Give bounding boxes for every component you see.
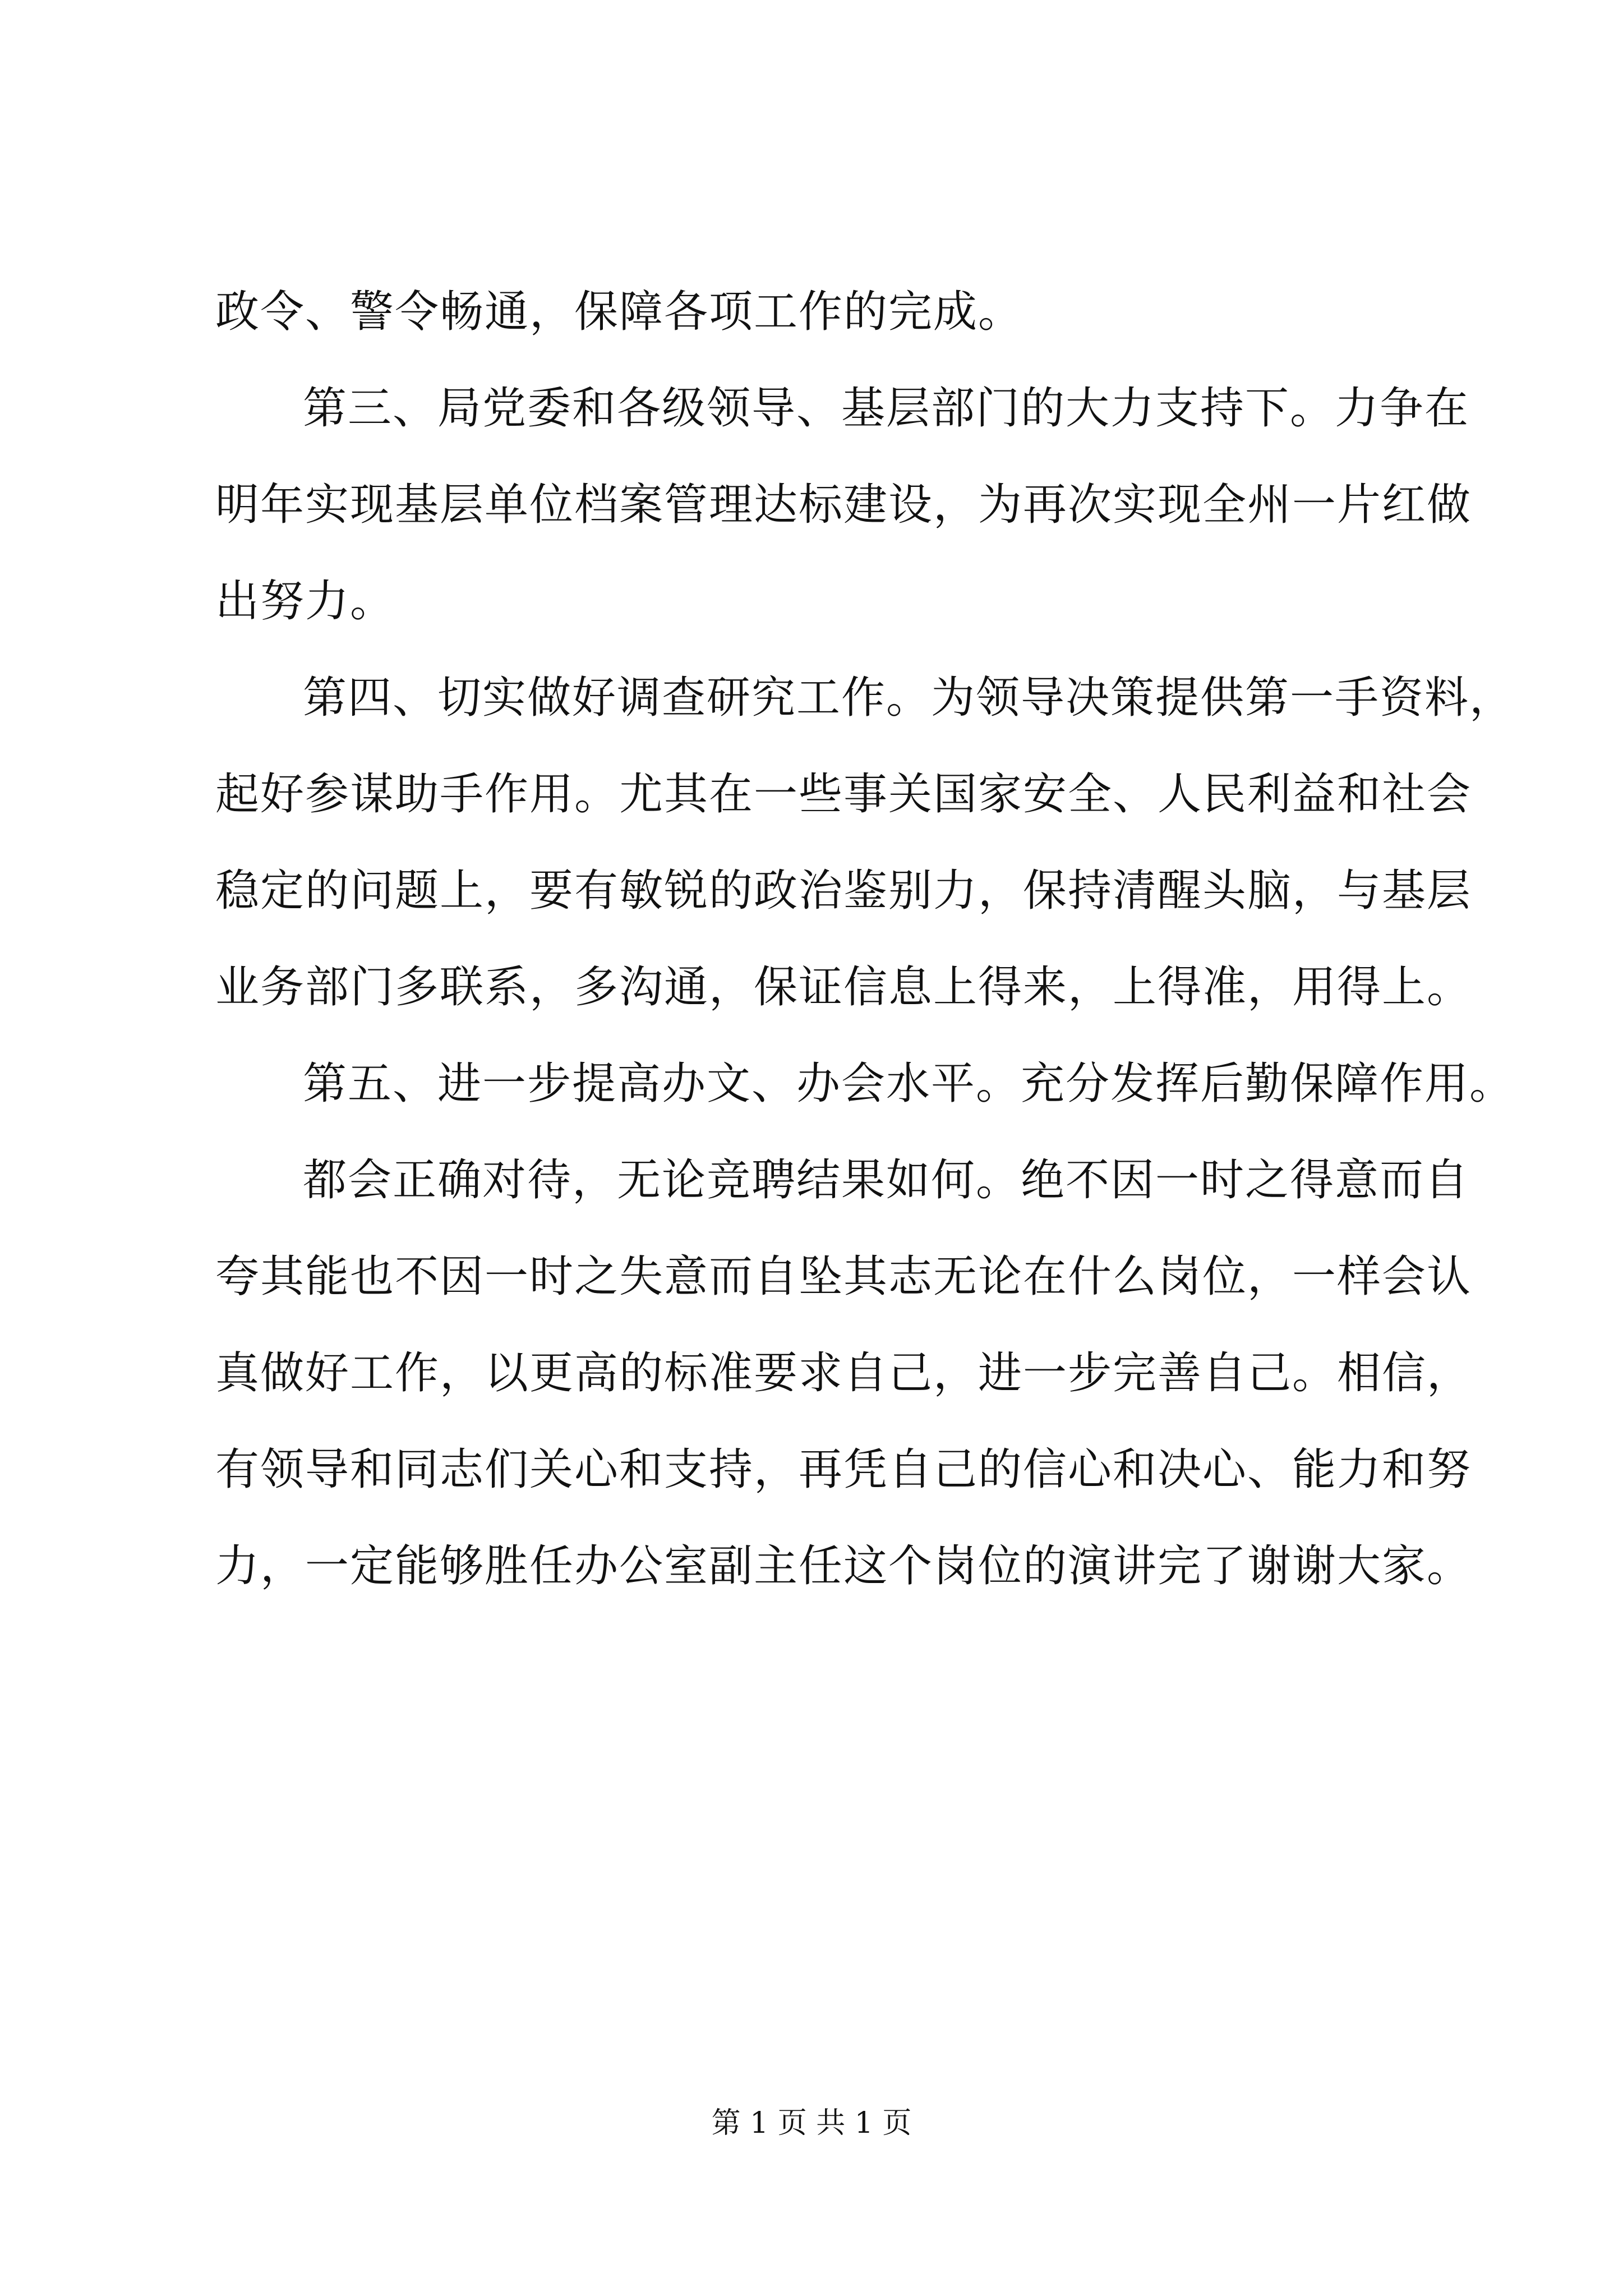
text-line: 出努力。	[215, 576, 395, 627]
text-line: 稳定的问题上，要有敏锐的政治鉴别力，保持清醒头脑，与基层	[215, 866, 1472, 916]
text-line: 有领导和同志们关心和支持，再凭自己的信心和决心、能力和努	[215, 1444, 1472, 1495]
page-footer: 第 1 页 共 1 页	[711, 2106, 912, 2140]
text-line: 真做好工作，以更高的标准要求自己，进一步完善自己。相信，	[215, 1348, 1472, 1398]
text-line: 业务部门多联系，多沟通，保证信息上得来，上得准，用得上。	[215, 962, 1472, 1013]
paragraph-first-line: 第四、切实做好调查研究工作。为领导决策提供第一手资料，	[303, 673, 1515, 723]
paragraph-first-line: 第五、进一步提高办文、办会水平。充分发挥后勤保障作用。	[303, 1059, 1515, 1109]
text-line: 力，一定能够胜任办公室副主任这个岗位的演讲完了谢谢大家。	[215, 1541, 1472, 1591]
text-line: 明年实现基层单位档案管理达标建设，为再次实现全州一片红做	[215, 480, 1472, 530]
document-body	[215, 264, 1515, 1614]
text-line: 夸其能也不因一时之失意而自坠其志无论在什么岗位，一样会认	[215, 1251, 1472, 1302]
text-line: 政令、警令畅通，保障各项工作的完成。	[215, 287, 1023, 337]
paragraph-first-line: 都会正确对待，无论竞聘结果如何。绝不因一时之得意而自	[303, 1155, 1470, 1205]
paragraph-first-line: 第三、局党委和各级领导、基层部门的大力支持下。力争在	[303, 383, 1470, 434]
text-line: 起好参谋助手作用。尤其在一些事关国家安全、人民利益和社会	[215, 769, 1472, 820]
